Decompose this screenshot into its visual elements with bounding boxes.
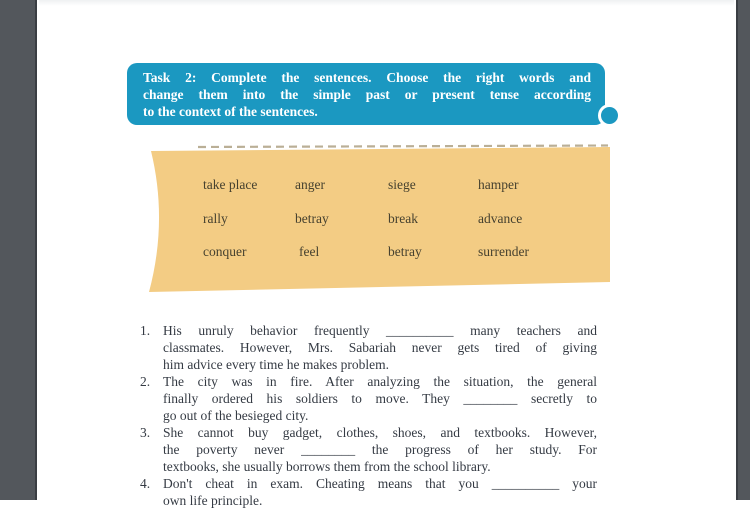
task-instruction-line: to the context of the sentences. — [143, 104, 318, 119]
sentence-number: 4. — [140, 476, 151, 491]
torn-edge-dashes — [198, 146, 608, 148]
word-bank-word: hamper — [478, 177, 519, 192]
word-bank-word: betray — [388, 244, 422, 259]
sentence-number: 2. — [140, 374, 151, 389]
sentence-text — [163, 373, 597, 424]
page-top-shadow — [39, 0, 734, 6]
task-instruction-line: change them into the simple past or present tense according — [143, 87, 591, 102]
word-bank-word: advance — [478, 210, 523, 226]
sentence-line: She cannot buy gadget, clothes, shoes, and textbooks. However, — [163, 425, 597, 440]
sentence-line: own life principle. — [163, 493, 263, 508]
sentence-item — [140, 424, 600, 475]
sentence-list — [140, 322, 600, 509]
sentence-line: The city was in fire. After analyzing the situation, the general — [163, 374, 597, 389]
sentence-number: 3. — [140, 425, 151, 440]
sentence-item — [140, 373, 600, 424]
sentence-line: textbooks, she usually borrows them from the school library. — [163, 459, 491, 474]
sentence-text — [163, 475, 597, 509]
sentence-line: the poverty never ________ the progress of her study. For — [163, 442, 597, 457]
viewer-right-rail — [736, 0, 750, 500]
sentence-line: finally ordered his soldiers to move. They ________ secretly to — [163, 391, 597, 406]
sentence-line: classmates. However, Mrs. Sabariah never gets tired of giving — [163, 340, 597, 355]
viewer-left-rail — [0, 0, 37, 500]
word-bank-word: feel — [299, 244, 320, 259]
sentence-text — [163, 424, 597, 475]
sentence-text — [163, 322, 597, 373]
task-instruction-line: Task 2: Complete the sentences. Choose the right words and — [143, 70, 591, 85]
sentence-item — [140, 322, 600, 373]
corner-circle-badge — [598, 104, 621, 127]
sentence-line: Don't cheat in exam. Cheating means that you __________ your — [163, 476, 597, 491]
word-bank-word: anger — [295, 177, 325, 192]
word-bank-word: siege — [388, 177, 416, 192]
sentence-line: him advice every time he makes problem. — [163, 357, 390, 372]
word-bank-word: betray — [295, 210, 329, 226]
task-instruction-box — [127, 63, 605, 125]
word-bank — [140, 143, 612, 295]
word-bank-word: rally — [203, 210, 228, 226]
sentence-line: go out of the besieged city. — [163, 408, 309, 423]
word-bank-word: surrender — [478, 244, 529, 259]
sentence-line: His unruly behavior frequently __________ many teachers and — [163, 323, 597, 338]
word-bank-grid — [203, 177, 608, 278]
word-bank-word: conquer — [203, 244, 247, 259]
sentence-number: 1. — [140, 323, 151, 338]
sentence-item — [140, 475, 600, 509]
word-bank-word: take place — [203, 177, 258, 192]
word-bank-word: break — [388, 210, 418, 226]
